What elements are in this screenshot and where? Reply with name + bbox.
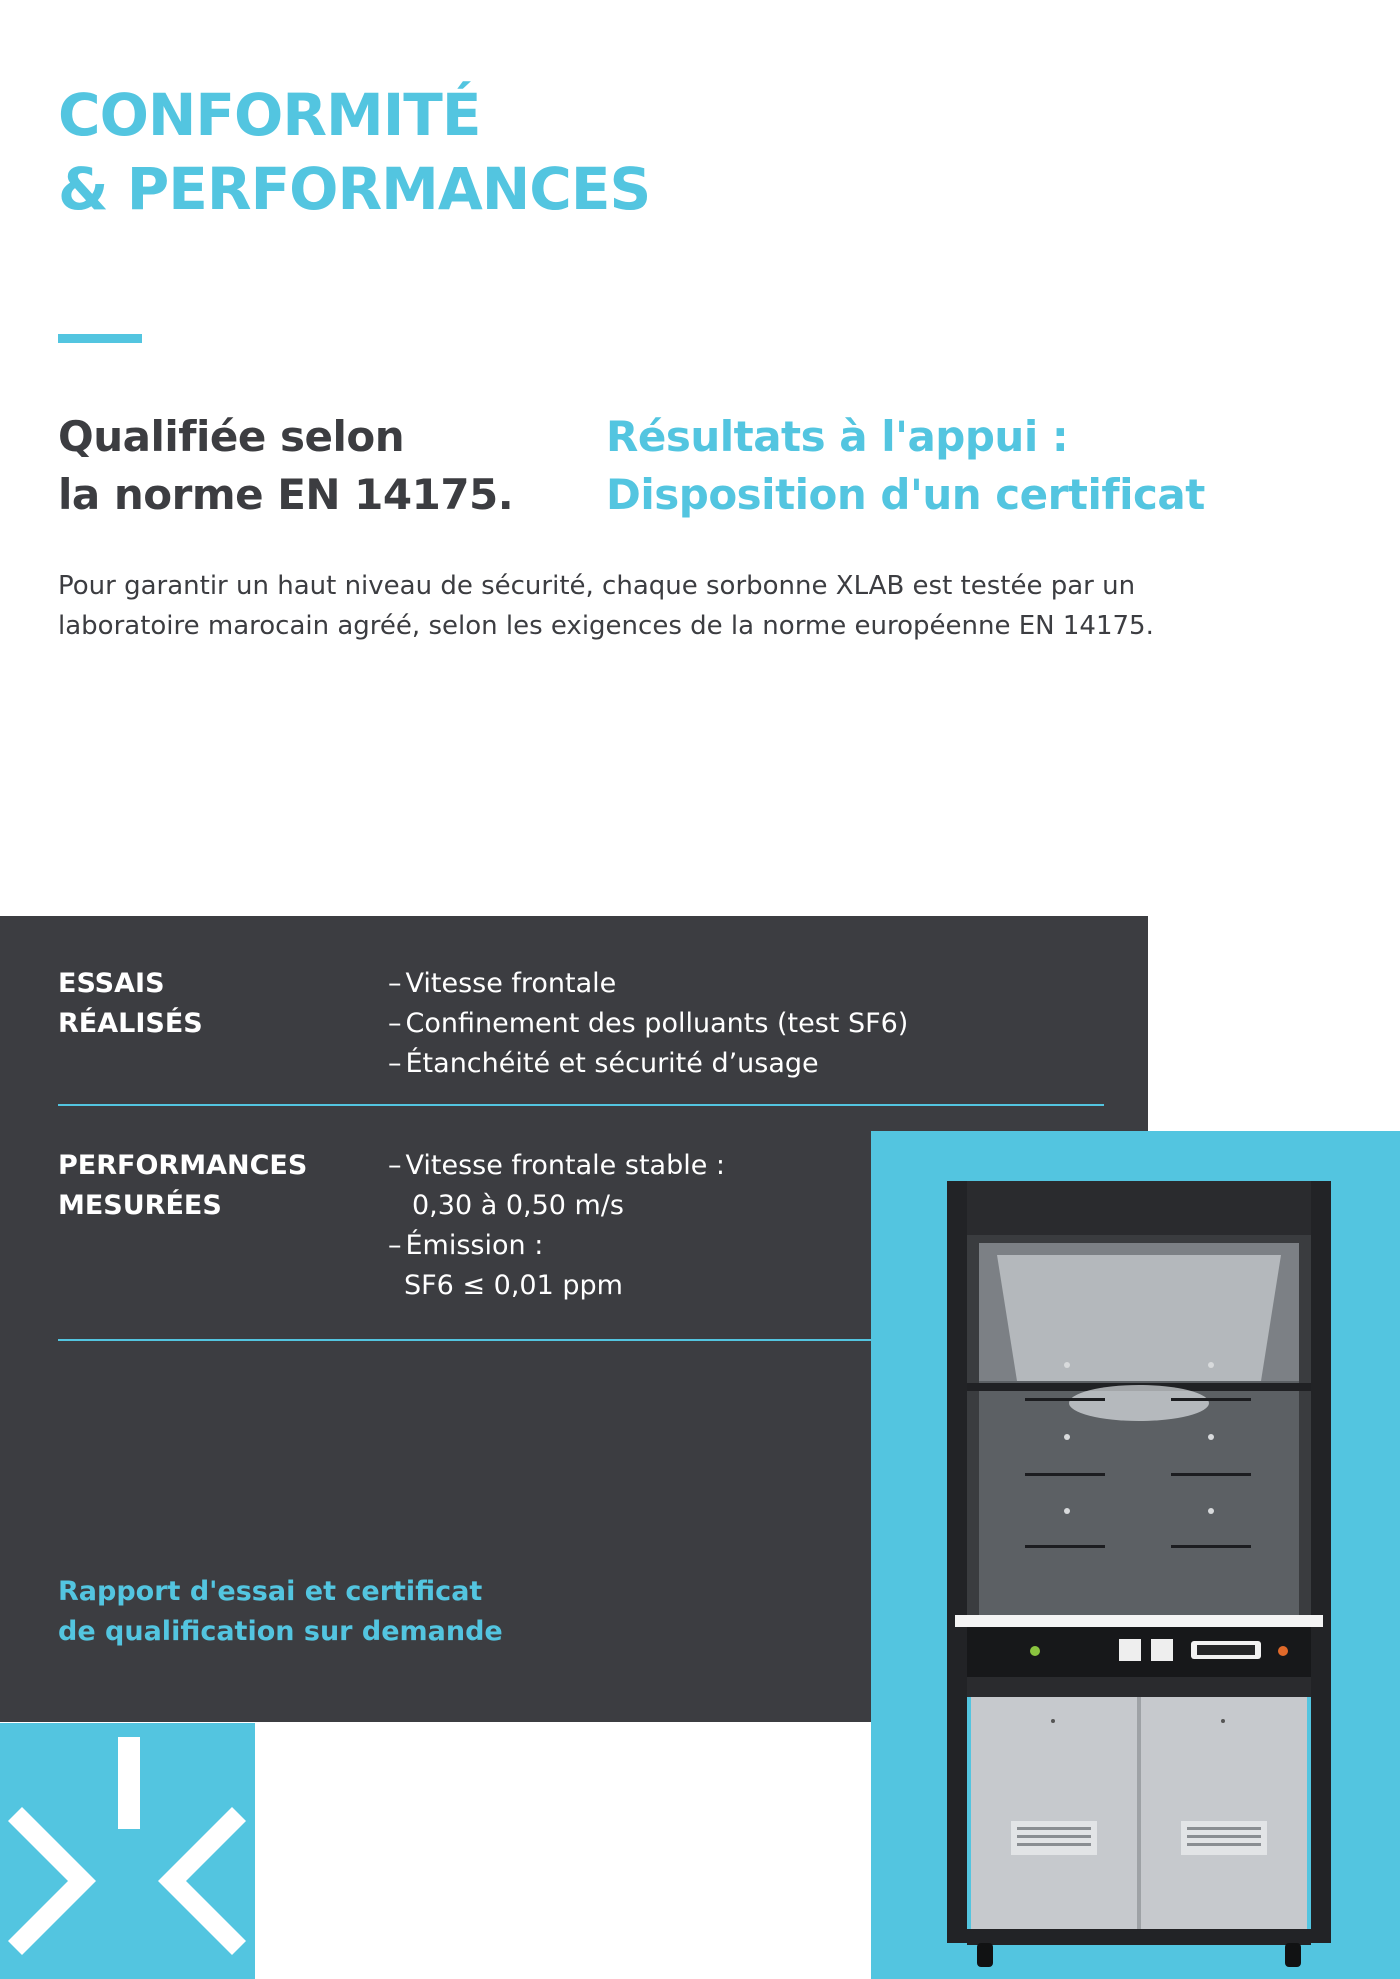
subhead-results — [606, 408, 1205, 524]
subhead-qualification-line1: Qualifiée selon — [58, 412, 405, 461]
performance-label — [58, 1146, 307, 1226]
intro-paragraph — [58, 566, 1338, 646]
fume-hood-icon — [871, 1131, 1400, 1979]
certificate-cta-line2: de qualification sur demande — [58, 1616, 503, 1647]
performance-item-front-speed: – Vitesse frontale stable : — [388, 1146, 725, 1186]
tests-item-containment: – Confinement des polluants (test SF6) — [388, 1004, 908, 1044]
tests-item-sealing: – Étanchéité et sécurité d’usage — [388, 1044, 908, 1084]
subhead-results-line1: Résultats à l'appui : — [606, 412, 1069, 461]
page-title-line2: & PERFORMANCES — [58, 155, 651, 223]
performance-list — [388, 1146, 725, 1306]
tests-label — [58, 964, 203, 1044]
intro-line2: laboratoire marocain agréé, selon les exigences de la norme européenne EN 14175. — [58, 611, 1154, 641]
performance-value-emission: SF6 ≤ 0,01 ppm — [404, 1270, 623, 1301]
subhead-qualification-line2: la norme EN 14175. — [58, 470, 514, 519]
tests-label-line1: ESSAIS — [58, 968, 165, 999]
performance-item-emission: – Émission : — [388, 1226, 725, 1266]
accent-bar — [58, 334, 142, 343]
xlab-logo-icon — [0, 1723, 255, 1979]
brand-logo-block — [0, 1723, 255, 1979]
certificate-cta — [58, 1572, 503, 1652]
tests-list — [388, 964, 908, 1084]
page-title — [58, 78, 650, 226]
tests-item-front-speed: – Vitesse frontale — [388, 964, 908, 1004]
performance-label-line2: MESURÉES — [58, 1190, 222, 1221]
subhead-qualification — [58, 408, 513, 524]
page-title-line1: CONFORMITÉ — [58, 81, 481, 149]
tests-label-line2: RÉALISÉS — [58, 1008, 203, 1039]
performance-value-front-speed: 0,30 à 0,50 m/s — [412, 1190, 624, 1221]
certificate-cta-line1: Rapport d'essai et certificat — [58, 1576, 483, 1607]
subhead-results-line2: Disposition d'un certificat — [606, 470, 1205, 519]
performance-label-line1: PERFORMANCES — [58, 1150, 308, 1181]
tests-divider — [58, 1104, 1104, 1106]
product-photo-frame — [871, 1131, 1400, 1979]
intro-line1: Pour garantir un haut niveau de sécurité, chaque sorbonne XLAB est testée par un — [58, 571, 1136, 601]
performance-divider — [58, 1339, 871, 1341]
